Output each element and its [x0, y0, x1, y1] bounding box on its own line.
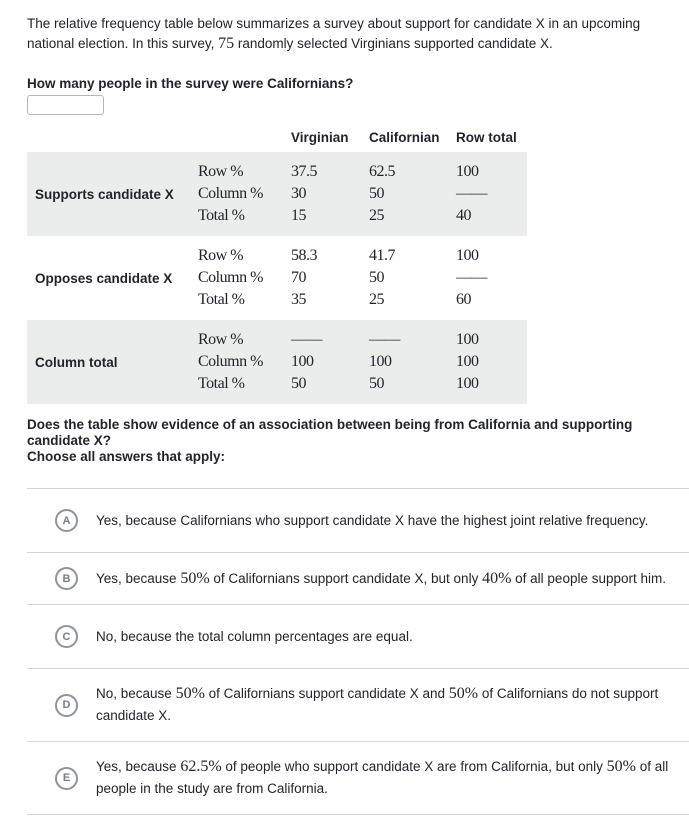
cell-value: 100	[456, 331, 479, 348]
table-row-opposes	[27, 236, 527, 320]
choice-row-b[interactable]	[27, 552, 689, 604]
column-header-californian: Californian	[369, 130, 440, 145]
choice-text-segment: No, because the total column percentages are equal.	[96, 628, 413, 644]
choice-math-segment: 50%	[606, 758, 636, 775]
cell-value: 30	[291, 185, 306, 202]
sub-labels	[198, 329, 291, 395]
sub-label-column-pct: Column %	[198, 269, 263, 286]
choice-math-segment: 50%	[175, 685, 205, 702]
sub-label-total-pct: Total %	[198, 291, 245, 308]
sub-label-row-pct: Row %	[198, 247, 244, 264]
cell-value: 100	[456, 247, 479, 264]
cell-value: 50	[369, 269, 384, 286]
choice-text-segment: of Californians do not support candidate X.	[96, 686, 659, 723]
cell-value: 50	[291, 375, 306, 392]
choice-row-a[interactable]	[27, 488, 689, 552]
row-label: Column total	[35, 354, 118, 370]
choice-math-segment: 40%	[482, 569, 512, 587]
choice-text	[96, 626, 429, 648]
cell-value: 25	[369, 207, 384, 224]
choice-text	[96, 568, 682, 590]
cell-value: 58.3	[291, 247, 317, 264]
cell-value: ——	[291, 331, 322, 348]
cell-column-row-total	[456, 329, 527, 395]
choice-row-e[interactable]	[27, 741, 689, 814]
row-label: Opposes candidate X	[35, 270, 173, 286]
sub-labels	[198, 245, 291, 311]
choice-text-segment: of all people in the study are from California.	[96, 759, 669, 796]
row-label: Supports candidate X	[35, 186, 174, 202]
choice-letter-badge[interactable]: E	[55, 767, 78, 790]
cell-column-virginian	[291, 245, 369, 311]
cell-value: 50	[369, 185, 384, 202]
cell-column-row-total	[456, 161, 527, 227]
cell-value: 37.5	[291, 163, 317, 180]
cell-value: 50	[369, 375, 384, 392]
cell-value: 100	[291, 353, 314, 370]
sub-label-row-pct: Row %	[198, 163, 244, 180]
answer-input[interactable]	[27, 95, 104, 115]
choice-text-segment: Yes, because	[96, 759, 181, 774]
choice-text-segment: Yes, because Californians who support candidate X have the highest joint relative frequency.	[96, 512, 649, 528]
count-question-title: How many people in the survey were Californians?	[27, 76, 354, 91]
choice-row-c[interactable]	[27, 604, 689, 668]
choice-text-segment: of people who support candidate X are from California, but only	[221, 759, 607, 774]
cell-value: 62.5	[369, 163, 395, 180]
table-header-row	[27, 130, 527, 152]
choices-list	[27, 488, 689, 815]
table-row-column-total	[27, 320, 527, 404]
choose-all-label: Choose all answers that apply:	[27, 449, 226, 464]
cell-value: 100	[456, 353, 479, 370]
intro-text: randomly selected Virginians supported candidate X.	[234, 36, 553, 51]
cell-value: 70	[291, 269, 306, 286]
choice-letter-badge[interactable]: D	[55, 694, 78, 717]
cell-value: 60	[456, 291, 471, 308]
choice-letter-badge[interactable]: C	[55, 625, 78, 648]
cell-value: ——	[456, 185, 487, 202]
cell-value: 100	[456, 375, 479, 392]
cell-value: 41.7	[369, 247, 395, 264]
choice-math-segment: 50%	[180, 569, 210, 587]
association-question-text: Does the table show evidence of an association between being from California and supporting candidate X?	[27, 417, 633, 448]
choice-text-segment: of Californians support candidate X, but only	[209, 570, 483, 586]
choice-text-segment: of all people support him.	[511, 570, 666, 586]
cell-value: 15	[291, 207, 306, 224]
cell-column-virginian	[291, 329, 369, 395]
column-header-virginian: Virginian	[291, 130, 349, 145]
sub-label-column-pct: Column %	[198, 185, 263, 202]
choice-row-d[interactable]	[27, 668, 689, 741]
sub-label-column-pct: Column %	[198, 353, 263, 370]
cell-column-virginian	[291, 161, 369, 227]
cell-value: 25	[369, 291, 384, 308]
table-row-supports	[27, 152, 527, 236]
choice-text-segment: of Californians support candidate X and	[204, 686, 449, 701]
frequency-table	[27, 130, 527, 404]
choice-text	[96, 510, 664, 532]
choice-text	[96, 756, 689, 800]
sub-label-row-pct: Row %	[198, 331, 244, 348]
choice-text-segment: No, because	[96, 686, 176, 701]
cell-column-californian	[369, 161, 456, 227]
intro-text: The relative frequency table below summarizes a survey about support for candidate X in an upcoming national election. In this survey,	[27, 16, 641, 51]
cell-value: 100	[456, 163, 479, 180]
intro-math-value: 75	[218, 35, 235, 52]
choice-text	[96, 683, 689, 727]
choice-letter-badge[interactable]: A	[55, 509, 78, 532]
choice-letter-badge[interactable]: B	[55, 567, 78, 590]
sub-labels	[198, 161, 291, 227]
sub-label-total-pct: Total %	[198, 207, 245, 224]
cell-value: 40	[456, 207, 471, 224]
cell-column-row-total	[456, 245, 527, 311]
choice-math-segment: 62.5%	[180, 758, 222, 775]
cell-value: ——	[369, 331, 400, 348]
cell-value: 35	[291, 291, 306, 308]
association-question	[27, 417, 682, 465]
cell-column-californian	[369, 329, 456, 395]
choice-math-segment: 50%	[448, 685, 479, 702]
choice-text-segment: Yes, because	[96, 570, 181, 586]
cell-column-californian	[369, 245, 456, 311]
sub-label-total-pct: Total %	[198, 375, 245, 392]
cell-value: ——	[456, 269, 487, 286]
cell-value: 100	[369, 353, 392, 370]
column-header-row-total: Row total	[456, 130, 517, 145]
intro-paragraph	[27, 14, 663, 54]
